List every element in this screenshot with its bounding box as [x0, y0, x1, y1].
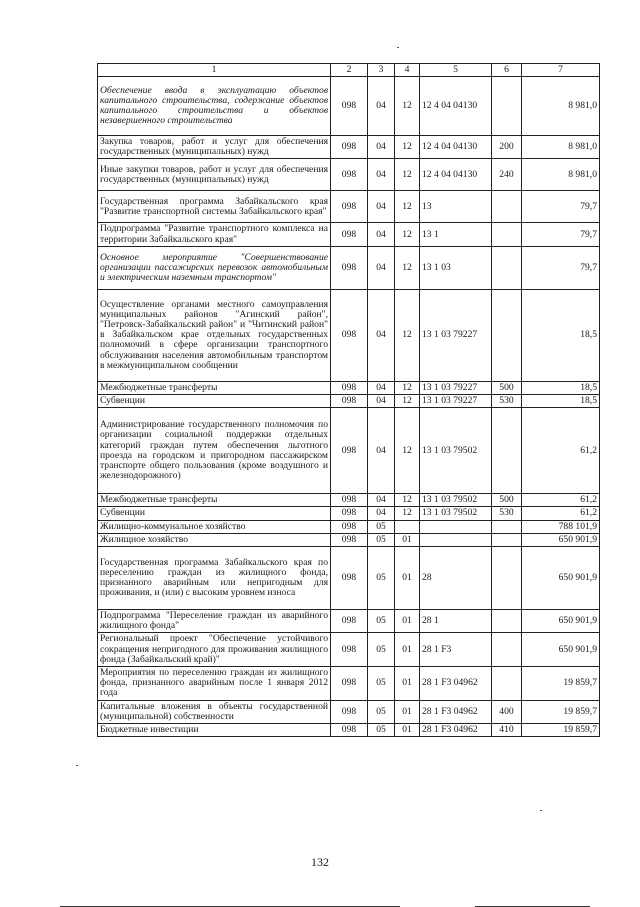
target-article-cell: 28 1 F3 04962: [420, 724, 492, 737]
admin-code-cell: 098: [331, 289, 368, 381]
expense-type-cell: [492, 246, 522, 289]
amount-cell: 650 901,9: [522, 533, 600, 546]
table-row: [98, 667, 600, 701]
amount-cell: 8 981,0: [522, 136, 600, 159]
page-number: 132: [311, 855, 329, 869]
expense-type-cell: [492, 289, 522, 381]
table-row: [98, 507, 600, 520]
expense-type-cell: 400: [492, 700, 522, 723]
admin-code-cell: 098: [331, 395, 368, 408]
subsection-code-cell: 12: [395, 395, 420, 408]
expense-type-cell: 240: [492, 159, 522, 191]
admin-code-cell: 098: [331, 533, 368, 546]
target-article-cell: 13 1 03 79227: [420, 395, 492, 408]
target-article-cell: [420, 533, 492, 546]
amount-cell: 8 981,0: [522, 159, 600, 191]
subsection-code-cell: 01: [395, 700, 420, 723]
expense-type-cell: [492, 610, 522, 633]
table-row: [98, 191, 600, 223]
section-code-cell: 04: [368, 395, 395, 408]
expense-type-cell: [492, 633, 522, 667]
amount-cell: 61,2: [522, 494, 600, 507]
section-code-cell: 05: [368, 724, 395, 737]
expense-type-cell: [492, 408, 522, 494]
row-name-cell: Администрирование государственного полномочия по организации социальной поддержки отдельных категорий граждан путем обеспечения льготного проезда на городском и пригородном пассажирском транспорте общего пользования (кроме воздушного и железнодорожного): [98, 408, 331, 494]
admin-code-cell: 098: [331, 223, 368, 246]
amount-cell: 788 101,9: [522, 520, 600, 533]
row-name-cell: Государственная программа Забайкальского края "Развитие транспортной системы Забайкальского края": [98, 191, 331, 223]
admin-code-cell: 098: [331, 159, 368, 191]
subsection-code-cell: 12: [395, 289, 420, 381]
section-code-cell: 05: [368, 520, 395, 533]
subsection-code-cell: 12: [395, 77, 420, 136]
row-name-cell: Мероприятия по переселению граждан из жилищного фонда, признанного аварийным после 1 января 2012 года: [98, 667, 331, 701]
header-row: [98, 64, 600, 77]
table-row: [98, 494, 600, 507]
section-code-cell: 05: [368, 533, 395, 546]
target-article-cell: 13 1 03 79502: [420, 507, 492, 520]
amount-cell: 61,2: [522, 408, 600, 494]
section-code-cell: 05: [368, 700, 395, 723]
header-cell-7: 7: [522, 64, 600, 77]
expense-type-cell: 500: [492, 494, 522, 507]
amount-cell: 18,5: [522, 381, 600, 394]
table-row: [98, 77, 600, 136]
admin-code-cell: 098: [331, 610, 368, 633]
target-article-cell: [420, 520, 492, 533]
amount-cell: 650 901,9: [522, 610, 600, 633]
target-article-cell: 28 1 F3 04962: [420, 700, 492, 723]
section-code-cell: 04: [368, 191, 395, 223]
subsection-code-cell: 12: [395, 246, 420, 289]
target-article-cell: 13 1 03 79502: [420, 408, 492, 494]
subsection-code-cell: 12: [395, 381, 420, 394]
header-cell-5: 5: [420, 64, 492, 77]
scan-speck: [397, 47, 399, 48]
row-name-cell: Подпрограмма "Развитие транспортного комплекса на территории Забайкальского края": [98, 223, 331, 246]
admin-code-cell: 098: [331, 494, 368, 507]
subsection-code-cell: 12: [395, 159, 420, 191]
amount-cell: 79,7: [522, 246, 600, 289]
target-article-cell: 12 4 04 04130: [420, 136, 492, 159]
admin-code-cell: 098: [331, 246, 368, 289]
admin-code-cell: 098: [331, 381, 368, 394]
admin-code-cell: 098: [331, 633, 368, 667]
table-row: [98, 223, 600, 246]
expense-type-cell: [492, 191, 522, 223]
table-row: [98, 289, 600, 381]
section-code-cell: 04: [368, 507, 395, 520]
header-cell-6: 6: [492, 64, 522, 77]
admin-code-cell: 098: [331, 136, 368, 159]
row-name-cell: Жилищно-коммунальное хозяйство: [98, 520, 331, 533]
section-code-cell: 04: [368, 246, 395, 289]
admin-code-cell: 098: [331, 507, 368, 520]
subsection-code-cell: 12: [395, 191, 420, 223]
amount-cell: 79,7: [522, 223, 600, 246]
admin-code-cell: 098: [331, 408, 368, 494]
section-code-cell: 04: [368, 381, 395, 394]
target-article-cell: 13 1 03: [420, 246, 492, 289]
table-row: [98, 246, 600, 289]
target-article-cell: 12 4 04 04130: [420, 77, 492, 136]
target-article-cell: 28 1: [420, 610, 492, 633]
admin-code-cell: 098: [331, 191, 368, 223]
table-row: [98, 159, 600, 191]
amount-cell: 18,5: [522, 289, 600, 381]
target-article-cell: 28: [420, 547, 492, 610]
subsection-code-cell: [395, 520, 420, 533]
target-article-cell: 13 1 03 79227: [420, 289, 492, 381]
subsection-code-cell: 12: [395, 408, 420, 494]
expense-type-cell: [492, 520, 522, 533]
admin-code-cell: 098: [331, 667, 368, 701]
table-row: [98, 395, 600, 408]
table-row: [98, 633, 600, 667]
row-name-cell: Капитальные вложения в объекты государственной (муниципальной) собственности: [98, 700, 331, 723]
table-row: [98, 547, 600, 610]
table-body: [98, 77, 600, 737]
expense-type-cell: 530: [492, 395, 522, 408]
target-article-cell: 13 1 03 79502: [420, 494, 492, 507]
row-name-cell: Государственная программа Забайкальского края по переселению граждан из жилищного фонда, признанного аварийным или непригодным для проживания, и (или) с высоким уровнем износа: [98, 547, 331, 610]
admin-code-cell: 098: [331, 724, 368, 737]
scan-speck: [76, 765, 78, 766]
table-row: [98, 610, 600, 633]
subsection-code-cell: 01: [395, 610, 420, 633]
row-name-cell: Основное мероприятие "Совершенствование организации пассажирских перевозок автомобильным и электрическим наземным транспортом": [98, 246, 331, 289]
amount-cell: 61,2: [522, 507, 600, 520]
row-name-cell: Бюджетные инвестиции: [98, 724, 331, 737]
row-name-cell: Региональный проект "Обеспечение устойчивого сокращения непригодного для проживания жилищного фонда (Забайкальский край)": [98, 633, 331, 667]
table-row: [98, 408, 600, 494]
section-code-cell: 05: [368, 633, 395, 667]
amount-cell: 650 901,9: [522, 633, 600, 667]
target-article-cell: 12 4 04 04130: [420, 159, 492, 191]
header-cell-1: 1: [98, 64, 331, 77]
table-row: [98, 520, 600, 533]
amount-cell: 79,7: [522, 191, 600, 223]
subsection-code-cell: 01: [395, 667, 420, 701]
expense-type-cell: 410: [492, 724, 522, 737]
subsection-code-cell: 01: [395, 724, 420, 737]
section-code-cell: 04: [368, 136, 395, 159]
expense-type-cell: [492, 667, 522, 701]
admin-code-cell: 098: [331, 547, 368, 610]
target-article-cell: 28 1 F3: [420, 633, 492, 667]
subsection-code-cell: 12: [395, 223, 420, 246]
expense-type-cell: [492, 223, 522, 246]
amount-cell: 8 981,0: [522, 77, 600, 136]
target-article-cell: 13 1 03 79227: [420, 381, 492, 394]
admin-code-cell: 098: [331, 700, 368, 723]
section-code-cell: 04: [368, 159, 395, 191]
header-cell-3: 3: [368, 64, 395, 77]
section-code-cell: 05: [368, 547, 395, 610]
target-article-cell: 13 1: [420, 223, 492, 246]
expense-type-cell: [492, 547, 522, 610]
amount-cell: 19 859,7: [522, 724, 600, 737]
subsection-code-cell: 01: [395, 547, 420, 610]
target-article-cell: 13: [420, 191, 492, 223]
budget-table: [97, 63, 600, 737]
table-row: [98, 533, 600, 546]
table-row: [98, 381, 600, 394]
amount-cell: 18,5: [522, 395, 600, 408]
admin-code-cell: 098: [331, 77, 368, 136]
subsection-code-cell: 01: [395, 633, 420, 667]
amount-cell: 19 859,7: [522, 667, 600, 701]
subsection-code-cell: 12: [395, 136, 420, 159]
row-name-cell: Субвенции: [98, 395, 331, 408]
expense-type-cell: 530: [492, 507, 522, 520]
section-code-cell: 04: [368, 223, 395, 246]
amount-cell: 19 859,7: [522, 700, 600, 723]
header-cell-2: 2: [331, 64, 368, 77]
row-name-cell: Субвенции: [98, 507, 331, 520]
subsection-code-cell: 12: [395, 494, 420, 507]
expense-type-cell: 200: [492, 136, 522, 159]
row-name-cell: Обеспечение ввода в эксплуатацию объектов капитального строительства, содержание объектов капитального строительства и объектов незавершенного строительства: [98, 77, 331, 136]
expense-type-cell: [492, 533, 522, 546]
table-row: [98, 136, 600, 159]
row-name-cell: Жилищное хозяйство: [98, 533, 331, 546]
row-name-cell: Иные закупки товаров, работ и услуг для обеспечения государственных (муниципальных) нужд: [98, 159, 331, 191]
amount-cell: 650 901,9: [522, 547, 600, 610]
section-code-cell: 04: [368, 77, 395, 136]
target-article-cell: 28 1 F3 04962: [420, 667, 492, 701]
row-name-cell: Подпрограмма "Переселение граждан из аварийного жилищного фонда": [98, 610, 331, 633]
row-name-cell: Межбюджетные трансферты: [98, 494, 331, 507]
section-code-cell: 05: [368, 610, 395, 633]
row-name-cell: Межбюджетные трансферты: [98, 381, 331, 394]
subsection-code-cell: 12: [395, 507, 420, 520]
table-row: [98, 724, 600, 737]
subsection-code-cell: 01: [395, 533, 420, 546]
section-code-cell: 04: [368, 408, 395, 494]
expense-type-cell: 500: [492, 381, 522, 394]
header-cell-4: 4: [395, 64, 420, 77]
scan-speck: [540, 810, 542, 811]
row-name-cell: Осуществление органами местного самоуправления муниципальных районов "Агинский район", "Петровск-Забайкальский район" и "Читинский район" в Забайкальском крае отдельных государственных полномочий в сфере организации транспортного обслуживания населения автомобильным транспортом в межмуниципальном сообщении: [98, 289, 331, 381]
section-code-cell: 04: [368, 289, 395, 381]
section-code-cell: 04: [368, 494, 395, 507]
admin-code-cell: 098: [331, 520, 368, 533]
expense-type-cell: [492, 77, 522, 136]
table-row: [98, 700, 600, 723]
section-code-cell: 05: [368, 667, 395, 701]
table-header: [98, 64, 600, 77]
row-name-cell: Закупка товаров, работ и услуг для обеспечения государственных (муниципальных) нужд: [98, 136, 331, 159]
